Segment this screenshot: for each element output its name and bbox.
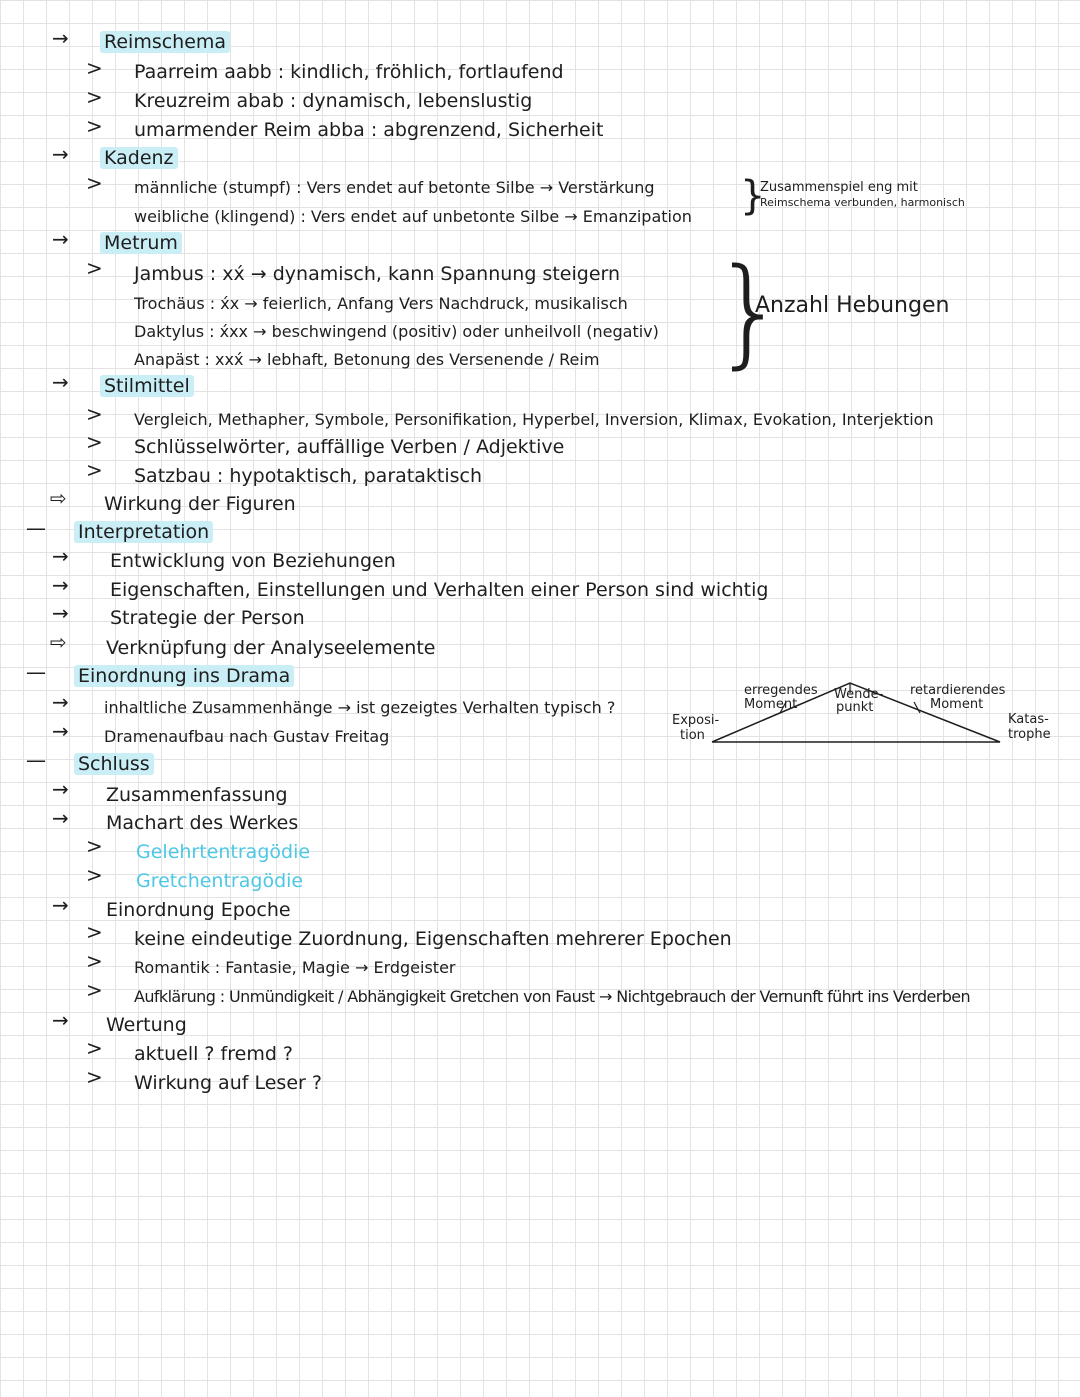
hollow-arrow-icon: ⇨ <box>50 486 67 510</box>
dash-icon: — <box>26 516 46 540</box>
list-item: Gretchentragödie <box>136 870 304 892</box>
diagram-label-katastrophe: trophe <box>1008 727 1051 742</box>
list-item: Paarreim aabb : kindlich, fröhlich, fortlaufend <box>134 61 564 83</box>
list-item: Machart des Werkes <box>106 812 299 834</box>
list-item: Aufklärung : Unmündigkeit / Abhängigkeit Gretchen von Faust → Nichtgebrauch der Vernunft führt ins Verderben <box>134 987 971 1006</box>
heading-schluss: Schluss <box>74 752 154 776</box>
list-item: Dramenaufbau nach Gustav Freitag <box>104 727 390 746</box>
list-item: Vergleich, Methapher, Symbole, Personifikation, Hyperbel, Inversion, Klimax, Evokation, Interjektion <box>134 410 934 429</box>
arrow-icon: → <box>52 893 69 917</box>
list-item: inhaltliche Zusammenhänge → ist gezeigtes Verhalten typisch ? <box>104 698 616 717</box>
chevron-icon: > <box>86 978 103 1002</box>
arrow-icon: → <box>52 26 69 50</box>
heading-stilmittel: Stilmittel <box>100 374 194 398</box>
arrow-icon: → <box>52 601 69 625</box>
curly-brace-icon: } <box>740 173 766 219</box>
arrow-icon: → <box>52 1008 69 1032</box>
arrow-icon: → <box>52 142 69 166</box>
list-item: Schlüsselwörter, auffällige Verben / Adjektive <box>134 436 565 458</box>
dash-icon: — <box>26 660 46 684</box>
curly-brace-icon: } <box>712 242 788 380</box>
list-item: umarmender Reim abba : abgrenzend, Sicherheit <box>134 119 604 141</box>
hollow-arrow-icon: ⇨ <box>50 630 67 654</box>
list-item: Wertung <box>106 1014 187 1036</box>
list-item: Zusammenfassung <box>106 784 288 806</box>
chevron-icon: > <box>86 1036 103 1060</box>
chevron-icon: > <box>86 85 103 109</box>
diagram-label-wendepunkt: punkt <box>836 700 874 715</box>
diagram-label-retardierendes: retardierendes <box>910 683 1006 698</box>
kadenz-note: Zusammenspiel eng mit <box>760 180 918 195</box>
list-item: Wirkung auf Leser ? <box>134 1072 322 1094</box>
dash-icon: — <box>26 748 46 772</box>
arrow-icon: → <box>52 719 69 743</box>
chevron-icon: > <box>86 114 103 138</box>
arrow-icon: → <box>52 370 69 394</box>
chevron-icon: > <box>86 430 103 454</box>
list-item: Strategie der Person <box>110 607 305 629</box>
arrow-icon: → <box>52 690 69 714</box>
kadenz-note: Reimschema verbunden, harmonisch <box>760 196 965 209</box>
chevron-icon: > <box>86 1065 103 1089</box>
list-item: Kreuzreim abab : dynamisch, lebenslustig <box>134 90 533 112</box>
heading-interpretation: Interpretation <box>74 520 213 544</box>
heading-kadenz: Kadenz <box>100 146 178 170</box>
list-item: Jambus : xx́ → dynamisch, kann Spannung steigern <box>134 263 621 285</box>
list-item: Einordnung Epoche <box>106 899 291 921</box>
chevron-icon: > <box>86 56 103 80</box>
chevron-icon: > <box>86 256 103 280</box>
chevron-icon: > <box>86 458 103 482</box>
list-item: Daktylus : x́xx → beschwingend (positiv) oder unheilvoll (negativ) <box>134 322 659 341</box>
diagram-label-exposition: Exposi- <box>672 713 720 728</box>
pyramid-tick <box>914 702 920 713</box>
chevron-icon: > <box>86 949 103 973</box>
diagram-label-wendepunkt: Wende- <box>834 687 884 702</box>
list-item: Satzbau : hypotaktisch, parataktisch <box>134 465 482 487</box>
interpretation-conclusion: Verknüpfung der Analyseelemente <box>106 637 436 659</box>
arrow-icon: → <box>52 806 69 830</box>
list-item: Romantik : Fantasie, Magie → Erdgeister <box>134 958 456 977</box>
chevron-icon: > <box>86 834 103 858</box>
list-item: keine eindeutige Zuordnung, Eigenschaften mehrerer Epochen <box>134 928 732 950</box>
list-item: Entwicklung von Beziehungen <box>110 550 396 572</box>
heading-metrum: Metrum <box>100 231 182 255</box>
stilmittel-conclusion: Wirkung der Figuren <box>104 493 296 515</box>
arrow-icon: → <box>52 573 69 597</box>
arrow-icon: → <box>52 227 69 251</box>
diagram-label-erregendes: erregendes <box>744 683 818 698</box>
list-item: aktuell ? fremd ? <box>134 1043 294 1065</box>
list-item: Anapäst : xxx́ → lebhaft, Betonung des Versenende / Reim <box>134 350 600 369</box>
list-item: Trochäus : x́x → feierlich, Anfang Vers Nachdruck, musikalisch <box>134 294 628 313</box>
chevron-icon: > <box>86 402 103 426</box>
list-item: Gelehrtentragödie <box>136 841 311 863</box>
list-item: Eigenschaften, Einstellungen und Verhalten einer Person sind wichtig <box>110 579 769 601</box>
list-item: männliche (stumpf) : Vers endet auf betonte Silbe → Verstärkung <box>134 178 655 197</box>
diagram-label-katastrophe: Katas- <box>1008 712 1049 727</box>
heading-reimschema: Reimschema <box>100 30 230 54</box>
arrow-icon: → <box>52 777 69 801</box>
diagram-label-exposition: tion <box>680 728 705 743</box>
diagram-label-erregendes: Moment <box>744 697 798 712</box>
metrum-note: Anzahl Hebungen <box>755 293 950 318</box>
heading-einordnung: Einordnung ins Drama <box>74 664 294 688</box>
chevron-icon: > <box>86 920 103 944</box>
diagram-label-retardierendes: Moment <box>930 697 984 712</box>
list-item: weibliche (klingend) : Vers endet auf unbetonte Silbe → Emanzipation <box>134 207 692 226</box>
chevron-icon: > <box>86 171 103 195</box>
arrow-icon: → <box>52 544 69 568</box>
chevron-icon: > <box>86 863 103 887</box>
